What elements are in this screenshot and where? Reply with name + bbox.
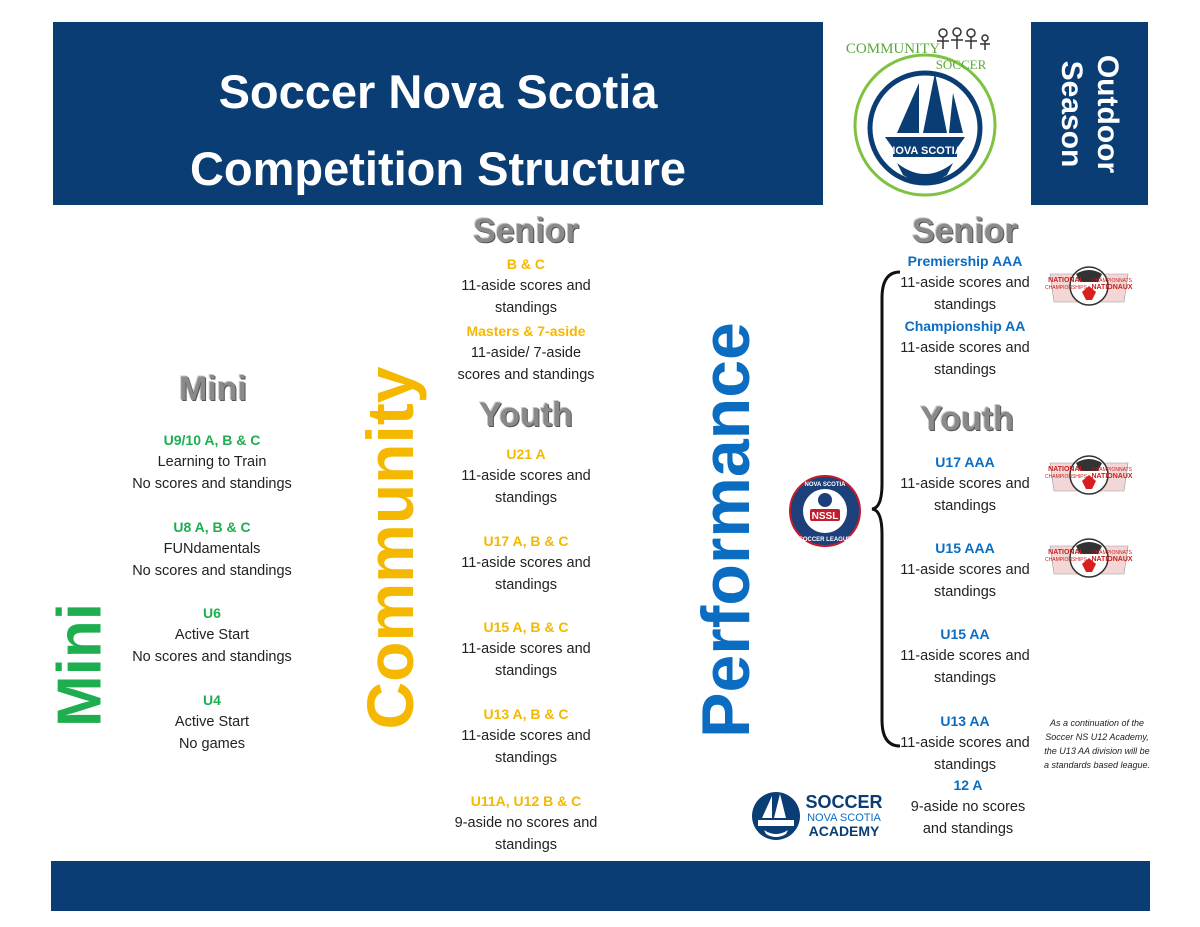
community-youth-u17: [461, 530, 591, 596]
community-item-line: 11-aside scores and: [461, 555, 591, 571]
national-logo-text: NATIONAL: [1048, 466, 1084, 473]
community-item-line: 11-aside scores and: [461, 641, 591, 657]
community-item-line: standings: [494, 577, 558, 593]
performance-youth-u13-aa: [900, 710, 1030, 776]
national-logo-text: CHAMPIONSHIPS: [1045, 557, 1087, 563]
community-item-line: standings: [494, 750, 558, 766]
community-youth-u11-u12: [455, 790, 598, 856]
community-item-label: Masters & 7-aside: [466, 323, 586, 339]
national-logo-text: CHAMPIONNATS: [1092, 278, 1132, 284]
mini-heading: Mini: [179, 370, 247, 408]
performance-item-line: standings: [933, 362, 997, 378]
mini-item-line: No scores and standings: [132, 649, 292, 665]
community-youth-u15: [461, 616, 591, 682]
performance-youth-u15-aa: [900, 623, 1030, 689]
mini-item-label: U9/10 A, B & C: [163, 432, 261, 448]
footnote-line: a standards based league.: [1043, 760, 1151, 770]
performance-item-label: U13 AA: [940, 713, 990, 729]
mini-item-u6: [132, 602, 292, 668]
community-item-line: standings: [494, 490, 558, 506]
community-logo-top: COMMUNITY: [845, 41, 941, 57]
nssl-logo: [788, 474, 862, 548]
community-item-label: U17 A, B & C: [483, 533, 569, 549]
mini-item-u4: [175, 689, 249, 755]
performance-senior-championship: [900, 315, 1030, 381]
community-senior-b-c: [461, 253, 591, 319]
footnote-line: the U13 AA division will be: [1044, 746, 1150, 756]
performance-item-label: U15 AAA: [935, 540, 995, 556]
performance-item-line: and standings: [922, 821, 1014, 837]
community-item-line: scores and standings: [457, 367, 595, 383]
nssl-abbr: NSSL: [811, 511, 839, 522]
community-item-line: standings: [494, 663, 558, 679]
nssl-bottom-text: SOCCER LEAGUE: [798, 537, 852, 543]
national-logo-text: CHAMPIONNATS: [1092, 550, 1132, 556]
performance-senior-premiership: [900, 250, 1030, 316]
national-logo-text: CHAMPIONNATS: [1092, 467, 1132, 473]
community-item-line: 9-aside no scores and: [454, 815, 598, 831]
performance-item-line: 11-aside scores and: [900, 340, 1030, 356]
community-item-line: 11-aside scores and: [461, 728, 591, 744]
performance-item-line: standings: [933, 670, 997, 686]
academy-text: SOCCER: [805, 792, 883, 812]
community-item-label: U13 A, B & C: [483, 706, 569, 722]
season-line-2: Season: [1055, 60, 1088, 168]
community-youth-u21: [461, 443, 591, 509]
performance-item-line: standings: [933, 757, 997, 773]
mini-item-u8: [132, 516, 292, 582]
u13-aa-footnote: [1037, 716, 1157, 772]
performance-vertical-label: Performance: [688, 322, 764, 738]
mini-item-line: No scores and standings: [132, 563, 292, 579]
community-item-line: 11-aside scores and: [461, 468, 591, 484]
performance-item-label: Premiership AAA: [907, 253, 1023, 269]
community-item-line: 11-aside scores and: [461, 278, 591, 294]
community-senior-heading: Senior: [473, 212, 579, 250]
community-item-label: U15 A, B & C: [483, 619, 569, 635]
soccer-ball-icon: [818, 493, 832, 507]
community-item-line: 11-aside/ 7-aside: [470, 345, 582, 361]
performance-item-line: 11-aside scores and: [900, 562, 1030, 578]
mini-item-line: No scores and standings: [132, 476, 292, 492]
nssl-top-text: NOVA SCOTIA: [804, 482, 846, 488]
community-logo-region: NOVA SCOTIA: [887, 145, 963, 157]
mini-item-label: U6: [203, 605, 221, 621]
performance-item-line: 11-aside scores and: [900, 735, 1030, 751]
season-line-1: Outdoor: [1091, 54, 1124, 174]
community-item-line: standings: [494, 300, 558, 316]
title-line-2: Competition Structure: [189, 142, 687, 195]
performance-item-line: standings: [933, 584, 997, 600]
performance-youth-heading: Youth: [920, 400, 1014, 438]
community-youth-heading: Youth: [479, 396, 573, 434]
academy-text: NOVA SCOTIA: [807, 812, 881, 824]
performance-item-label: U15 AA: [940, 626, 990, 642]
community-logo-bottom: SOCCER: [935, 57, 987, 72]
national-logo-text: NATIONAL: [1048, 277, 1084, 284]
performance-youth-u17-aaa: [900, 451, 1030, 517]
season-box: [1031, 22, 1148, 205]
performance-item-label: Championship AA: [904, 318, 1026, 334]
footer-banner: [51, 861, 1150, 911]
national-championships-logo: [1042, 530, 1136, 586]
community-senior-masters: [457, 320, 594, 386]
community-item-label: U11A, U12 B & C: [470, 793, 582, 809]
performance-item-line: 11-aside scores and: [900, 275, 1030, 291]
performance-item-line: standings: [933, 297, 997, 313]
performance-senior-heading: Senior: [912, 212, 1018, 250]
national-logo-text: CHAMPIONSHIPS: [1045, 474, 1087, 480]
mini-item-line: Learning to Train: [157, 454, 267, 470]
mini-item-line: Active Start: [174, 627, 250, 643]
mini-item-line: No games: [178, 736, 246, 752]
community-item-label: U21 A: [506, 446, 546, 462]
community-vertical-label: Community: [353, 366, 427, 730]
mini-item-line: FUNdamentals: [163, 541, 261, 557]
performance-item-line: standings: [933, 498, 997, 514]
national-logo-text: NATIONAUX: [1091, 556, 1133, 563]
performance-item-line: 9-aside no scores: [910, 799, 1026, 815]
community-item-line: standings: [494, 837, 558, 853]
performance-item-label: 12 A: [953, 777, 983, 793]
mini-item-label: U8 A, B & C: [173, 519, 251, 535]
title-line-1: Soccer Nova Scotia: [218, 65, 658, 118]
performance-item-line: 11-aside scores and: [900, 648, 1030, 664]
performance-item-label: U17 AAA: [935, 454, 995, 470]
title-banner: [53, 22, 823, 205]
national-championships-logo: [1042, 258, 1136, 314]
footnote-line: As a continuation of the: [1049, 718, 1145, 728]
mini-item-line: Active Start: [174, 714, 250, 730]
national-logo-text: CHAMPIONSHIPS: [1045, 285, 1087, 291]
community-youth-u13: [461, 703, 591, 769]
community-item-label: B & C: [506, 256, 546, 272]
national-logo-text: NATIONAUX: [1091, 473, 1133, 480]
footnote-line: Soccer NS U12 Academy,: [1045, 732, 1149, 742]
performance-youth-u15-aaa: [900, 537, 1030, 603]
national-championships-logo: [1042, 447, 1136, 503]
family-figures-icon: [937, 28, 990, 50]
mini-item-u9-10: [132, 429, 292, 495]
performance-youth-12a: [911, 774, 1025, 840]
academy-text: ACADEMY: [808, 823, 880, 839]
mini-item-label: U4: [203, 692, 221, 708]
national-logo-text: NATIONAL: [1048, 549, 1084, 556]
performance-item-line: 11-aside scores and: [900, 476, 1030, 492]
season-label: [1053, 55, 1125, 173]
national-logo-text: NATIONAUX: [1091, 284, 1133, 291]
soccer-ns-academy-logo: [752, 788, 892, 844]
mini-vertical-label: Mini: [45, 603, 115, 727]
community-soccer-logo: [835, 25, 1015, 201]
